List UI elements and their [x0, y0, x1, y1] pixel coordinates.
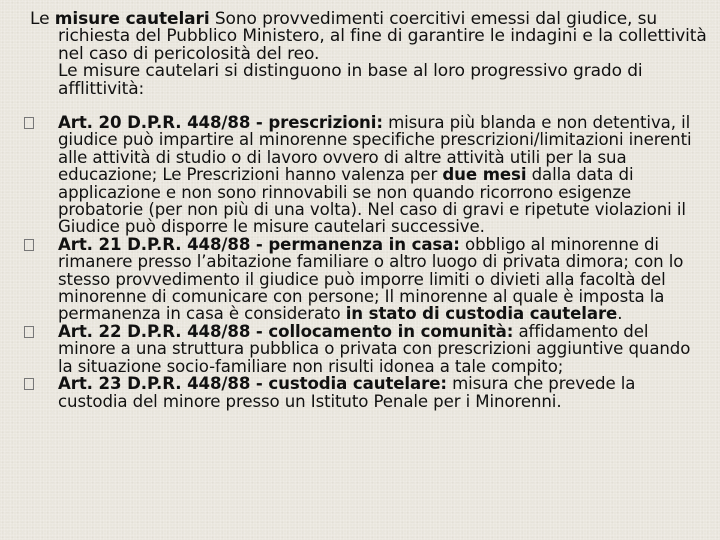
bullet-icon	[24, 326, 34, 338]
measures-list	[30, 114, 692, 410]
item-title: Art. 23 D.P.R. 448/88 - custodia cautelare:	[58, 374, 447, 394]
bullet-icon	[24, 117, 34, 129]
item-title: Art. 21 D.P.R. 448/88 - permanenza in casa:	[58, 234, 460, 254]
bullet-icon	[24, 378, 34, 390]
list-item-art-20	[30, 114, 692, 236]
item-text: obbligo al minorenne di rimanere presso l’abitazione familiare o altro luogo di privata dimora; con lo stesso provvedimento il giudice può imporre limiti o divieti alla facoltà del minorenne di comunicare con persone; Il minorenne al quale è imposta la permanenza in casa è considerato	[58, 234, 684, 324]
item-emphasis: in stato di custodia cautelare	[345, 304, 618, 324]
intro-term: misure cautelari	[54, 9, 210, 29]
item-title: Art. 22 D.P.R. 448/88 - collocamento in comunità:	[58, 321, 514, 341]
list-item-art-22	[30, 323, 692, 375]
list-item-art-23	[30, 375, 692, 410]
intro-paragraph	[30, 11, 718, 98]
item-text-cont: .	[617, 304, 623, 324]
intro-lead: Le	[30, 9, 55, 29]
item-text: misura che prevede la custodia del minore presso un Istituto Penale per i Minorenni.	[58, 374, 636, 411]
item-text: affidamento del minore a una struttura pubblica o privata con prescrizioni aggiuntive quando la situazione socio-familiare non risulti idonea a tale compito;	[58, 321, 691, 376]
item-text: misura più blanda e non detentiva, il giudice può impartire al minorenne specifiche prescrizioni/limitazioni inerenti alle attività di studio o di lavoro ovvero di altre attività utili per la sua educazione; Le Prescrizioni hanno valenza per	[58, 113, 692, 185]
item-text-cont: dalla data di applicazione e non sono rinnovabili se non quando ricorrono esigenze probatorie (per non più di una volta). Nel caso di gravi e ripetute violazioni il Giudice può disporre le misure cautelari successive.	[58, 165, 686, 237]
intro-text-2: Le misure cautelari si distinguono in base al loro progressivo grado di afflittività:	[58, 61, 643, 99]
item-emphasis: due mesi	[442, 165, 527, 185]
list-item-art-21	[30, 236, 692, 323]
item-title: Art. 20 D.P.R. 448/88 - prescrizioni:	[58, 113, 383, 132]
bullet-icon	[24, 239, 34, 251]
intro-text: Sono provvedimenti coercitivi emessi dal giudice, su richiesta del Pubblico Ministero, al fine di garantire le indagini e la collettività nel caso di pericolosità del reo.	[58, 9, 707, 64]
